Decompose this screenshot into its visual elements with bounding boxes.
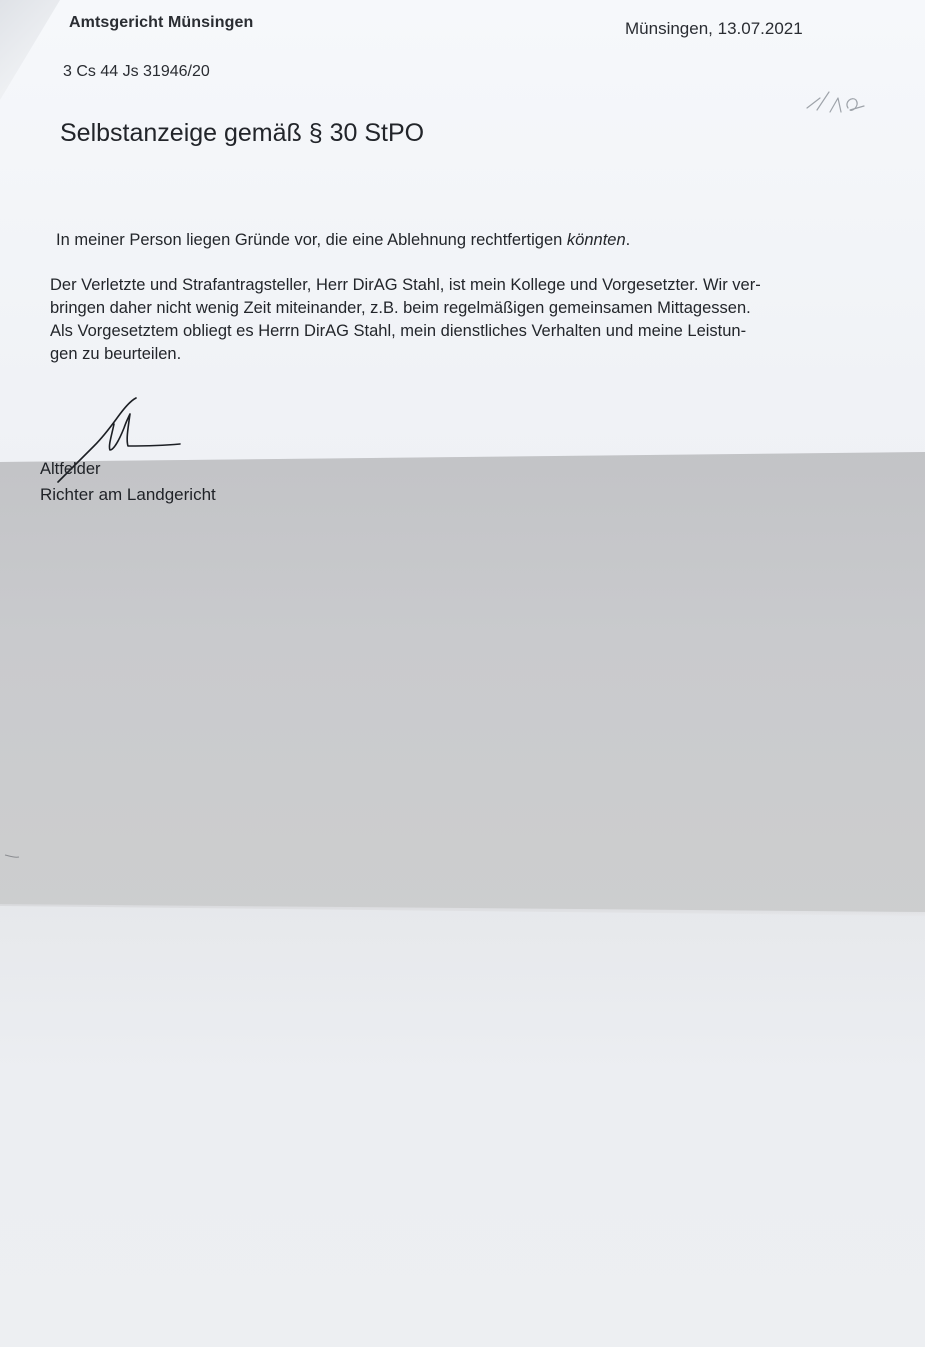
paragraph-reason-emphasis: könnten bbox=[566, 231, 626, 249]
handwritten-initials bbox=[804, 88, 866, 118]
court-name: Amtsgericht Münsingen bbox=[69, 14, 254, 31]
paragraph-line: Der Verletzte und Strafantragsteller, Herr DirAG Stahl, ist mein Kollege und Vorgesetzter. Wir ver- bbox=[50, 276, 761, 294]
paragraph-explanation bbox=[50, 274, 870, 366]
paragraph-reason-text: In meiner Person liegen Gründe vor, die eine Ablehnung rechtfertigen bbox=[56, 231, 567, 249]
paragraph-line: Als Vorgesetztem obliegt es Herrn DirAG Stahl, mein dienstliches Verhalten und meine Leistun- bbox=[50, 322, 747, 340]
place-and-date: Münsingen, 13.07.2021 bbox=[625, 19, 803, 38]
paragraph-line: gen zu beurteilen. bbox=[50, 345, 182, 363]
paragraph-line: bringen daher nicht wenig Zeit miteinander, z.B. beim regelmäßigen gemeinsamen Mittagessen. bbox=[50, 299, 751, 317]
paper-lower-section bbox=[0, 900, 925, 1347]
paragraph-reason bbox=[56, 231, 630, 250]
document-title: Selbstanzeige gemäß § 30 StPO bbox=[60, 119, 425, 147]
paper-edge-mark bbox=[4, 853, 20, 859]
signer-title: Richter am Landgericht bbox=[40, 485, 216, 504]
case-number: 3 Cs 44 Js 31946/20 bbox=[63, 63, 210, 80]
signer-name: Altfelder bbox=[40, 460, 101, 478]
paragraph-reason-end: . bbox=[625, 231, 631, 249]
paper-fold-shadow bbox=[0, 440, 925, 930]
